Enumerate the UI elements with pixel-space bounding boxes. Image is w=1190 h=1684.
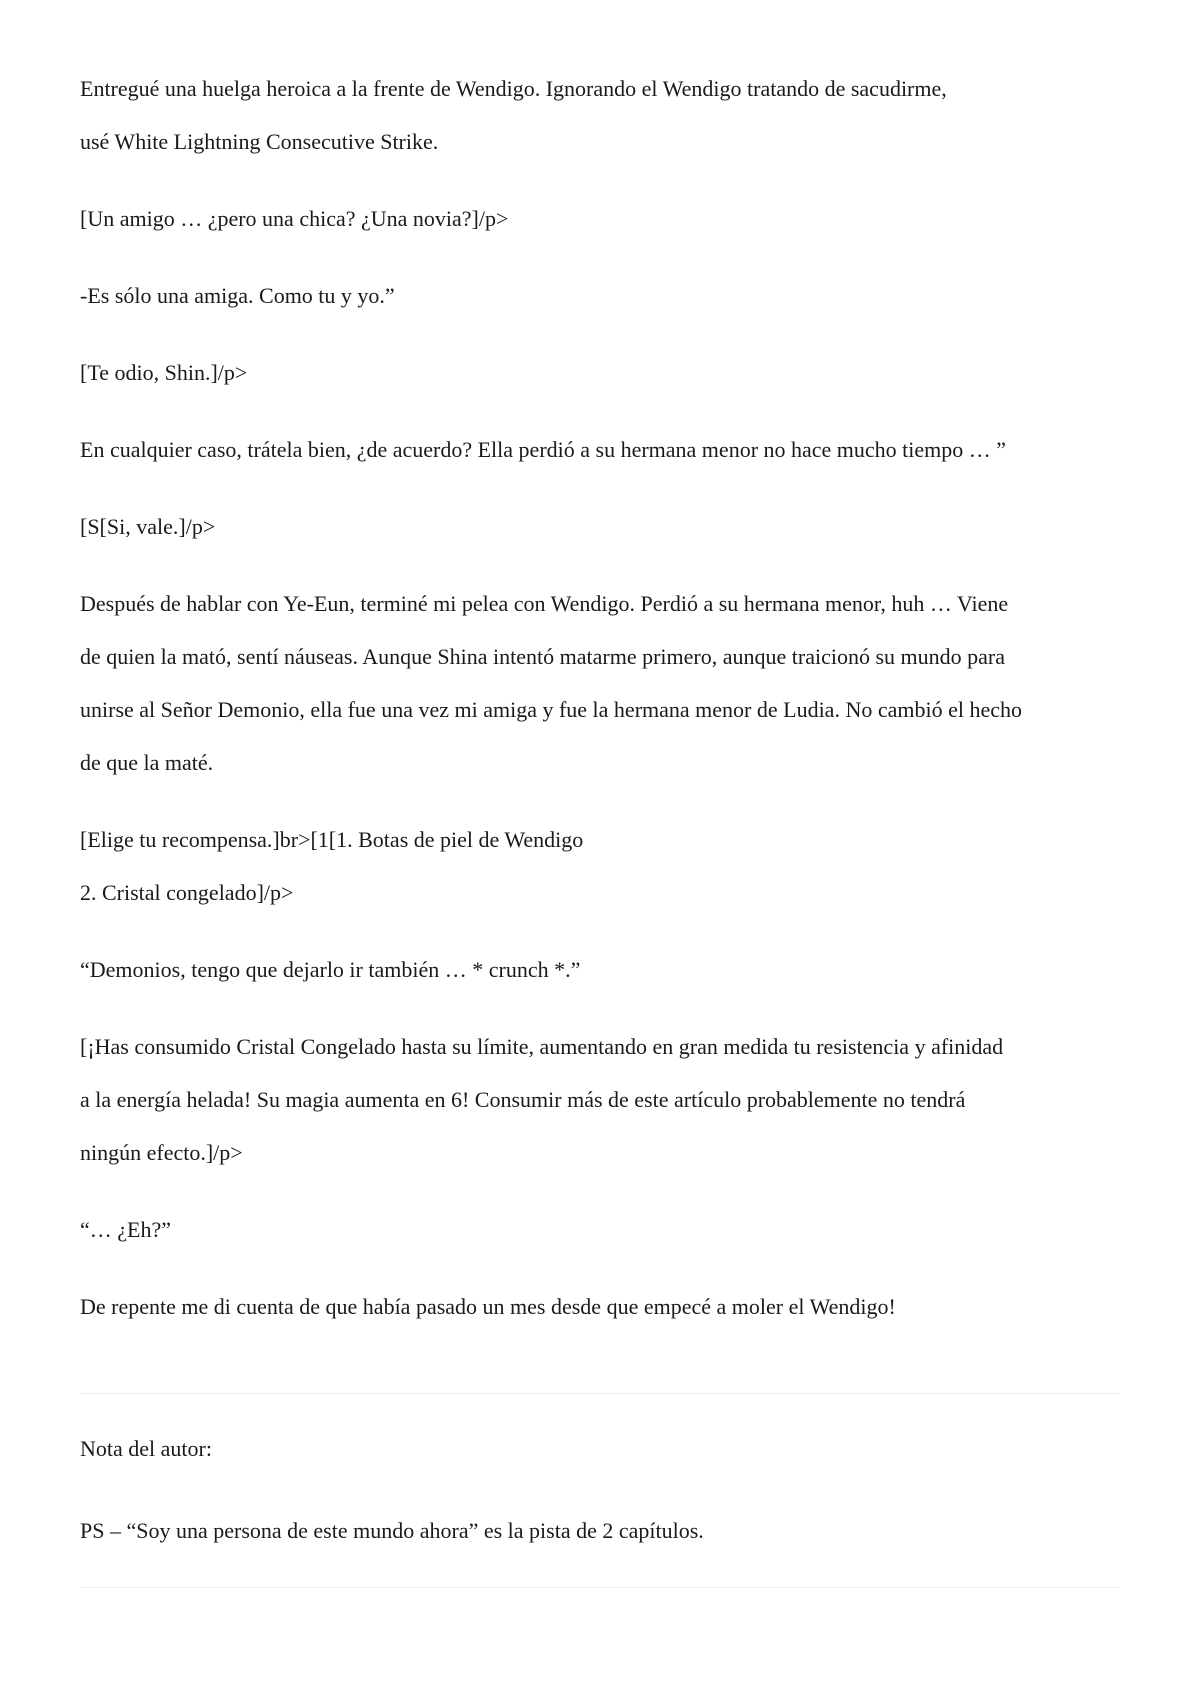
author-note-text: PS – “Soy una persona de este mundo ahora” es la pista de 2 capítulos.: [80, 1518, 704, 1543]
paragraph: [80, 943, 1120, 996]
paragraph: [80, 1280, 1120, 1333]
paragraph: [80, 192, 1120, 245]
paragraph: [80, 62, 1120, 168]
paragraph: [80, 813, 1120, 919]
paragraph: [80, 346, 1120, 399]
paragraph: [80, 500, 1120, 553]
text-line: [Un amigo … ¿pero una chica? ¿Una novia?]/p>: [80, 206, 509, 231]
divider: [80, 1393, 1120, 1394]
divider: [80, 1587, 1120, 1588]
text-line: -Es sólo una amiga. Como tu y yo.”: [80, 283, 395, 308]
text-line: 2. Cristal congelado]/p>: [80, 880, 294, 905]
author-note-heading: Nota del autor:: [80, 1436, 212, 1461]
text-line: “… ¿Eh?”: [80, 1217, 171, 1242]
text-line: a la energía helada! Su magia aumenta en 6! Consumir más de este artículo probablemente no tendrá: [80, 1087, 966, 1112]
text-line: “Demonios, tengo que dejarlo ir también … * crunch *.”: [80, 957, 581, 982]
paragraph: [80, 1020, 1120, 1179]
text-line: usé White Lightning Consecutive Strike.: [80, 129, 439, 154]
text-line: [S[Si, vale.]/p>: [80, 514, 216, 539]
text-line: Entregué una huelga heroica a la frente de Wendigo. Ignorando el Wendigo tratando de sacudirme,: [80, 76, 947, 101]
text-line: ningún efecto.]/p>: [80, 1140, 243, 1165]
text-line: de quien la mató, sentí náuseas. Aunque Shina intentó matarme primero, aunque traicionó su mundo para: [80, 644, 1005, 669]
text-line: unirse al Señor Demonio, ella fue una vez mi amiga y fue la hermana menor de Ludia. No cambió el hecho: [80, 697, 1022, 722]
text-line: de que la maté.: [80, 750, 214, 775]
text-line: [¡Has consumido Cristal Congelado hasta su límite, aumentando en gran medida tu resistencia y afinidad: [80, 1034, 1004, 1059]
paragraph: [80, 577, 1120, 789]
paragraph: [80, 1203, 1120, 1256]
text-line: De repente me di cuenta de que había pasado un mes desde que empecé a moler el Wendigo!: [80, 1294, 896, 1319]
text-line: [Te odio, Shin.]/p>: [80, 360, 248, 385]
text-line: En cualquier caso, trátela bien, ¿de acuerdo? Ella perdió a su hermana menor no hace mucho tiempo … ”: [80, 437, 1007, 462]
text-line: [Elige tu recompensa.]br>[1[1. Botas de piel de Wendigo: [80, 827, 584, 852]
text-line: Después de hablar con Ye-Eun, terminé mi pelea con Wendigo. Perdió a su hermana menor, huh … Viene: [80, 591, 1009, 616]
document-body: [80, 62, 1120, 1333]
paragraph: [80, 269, 1120, 322]
paragraph: [80, 423, 1120, 476]
